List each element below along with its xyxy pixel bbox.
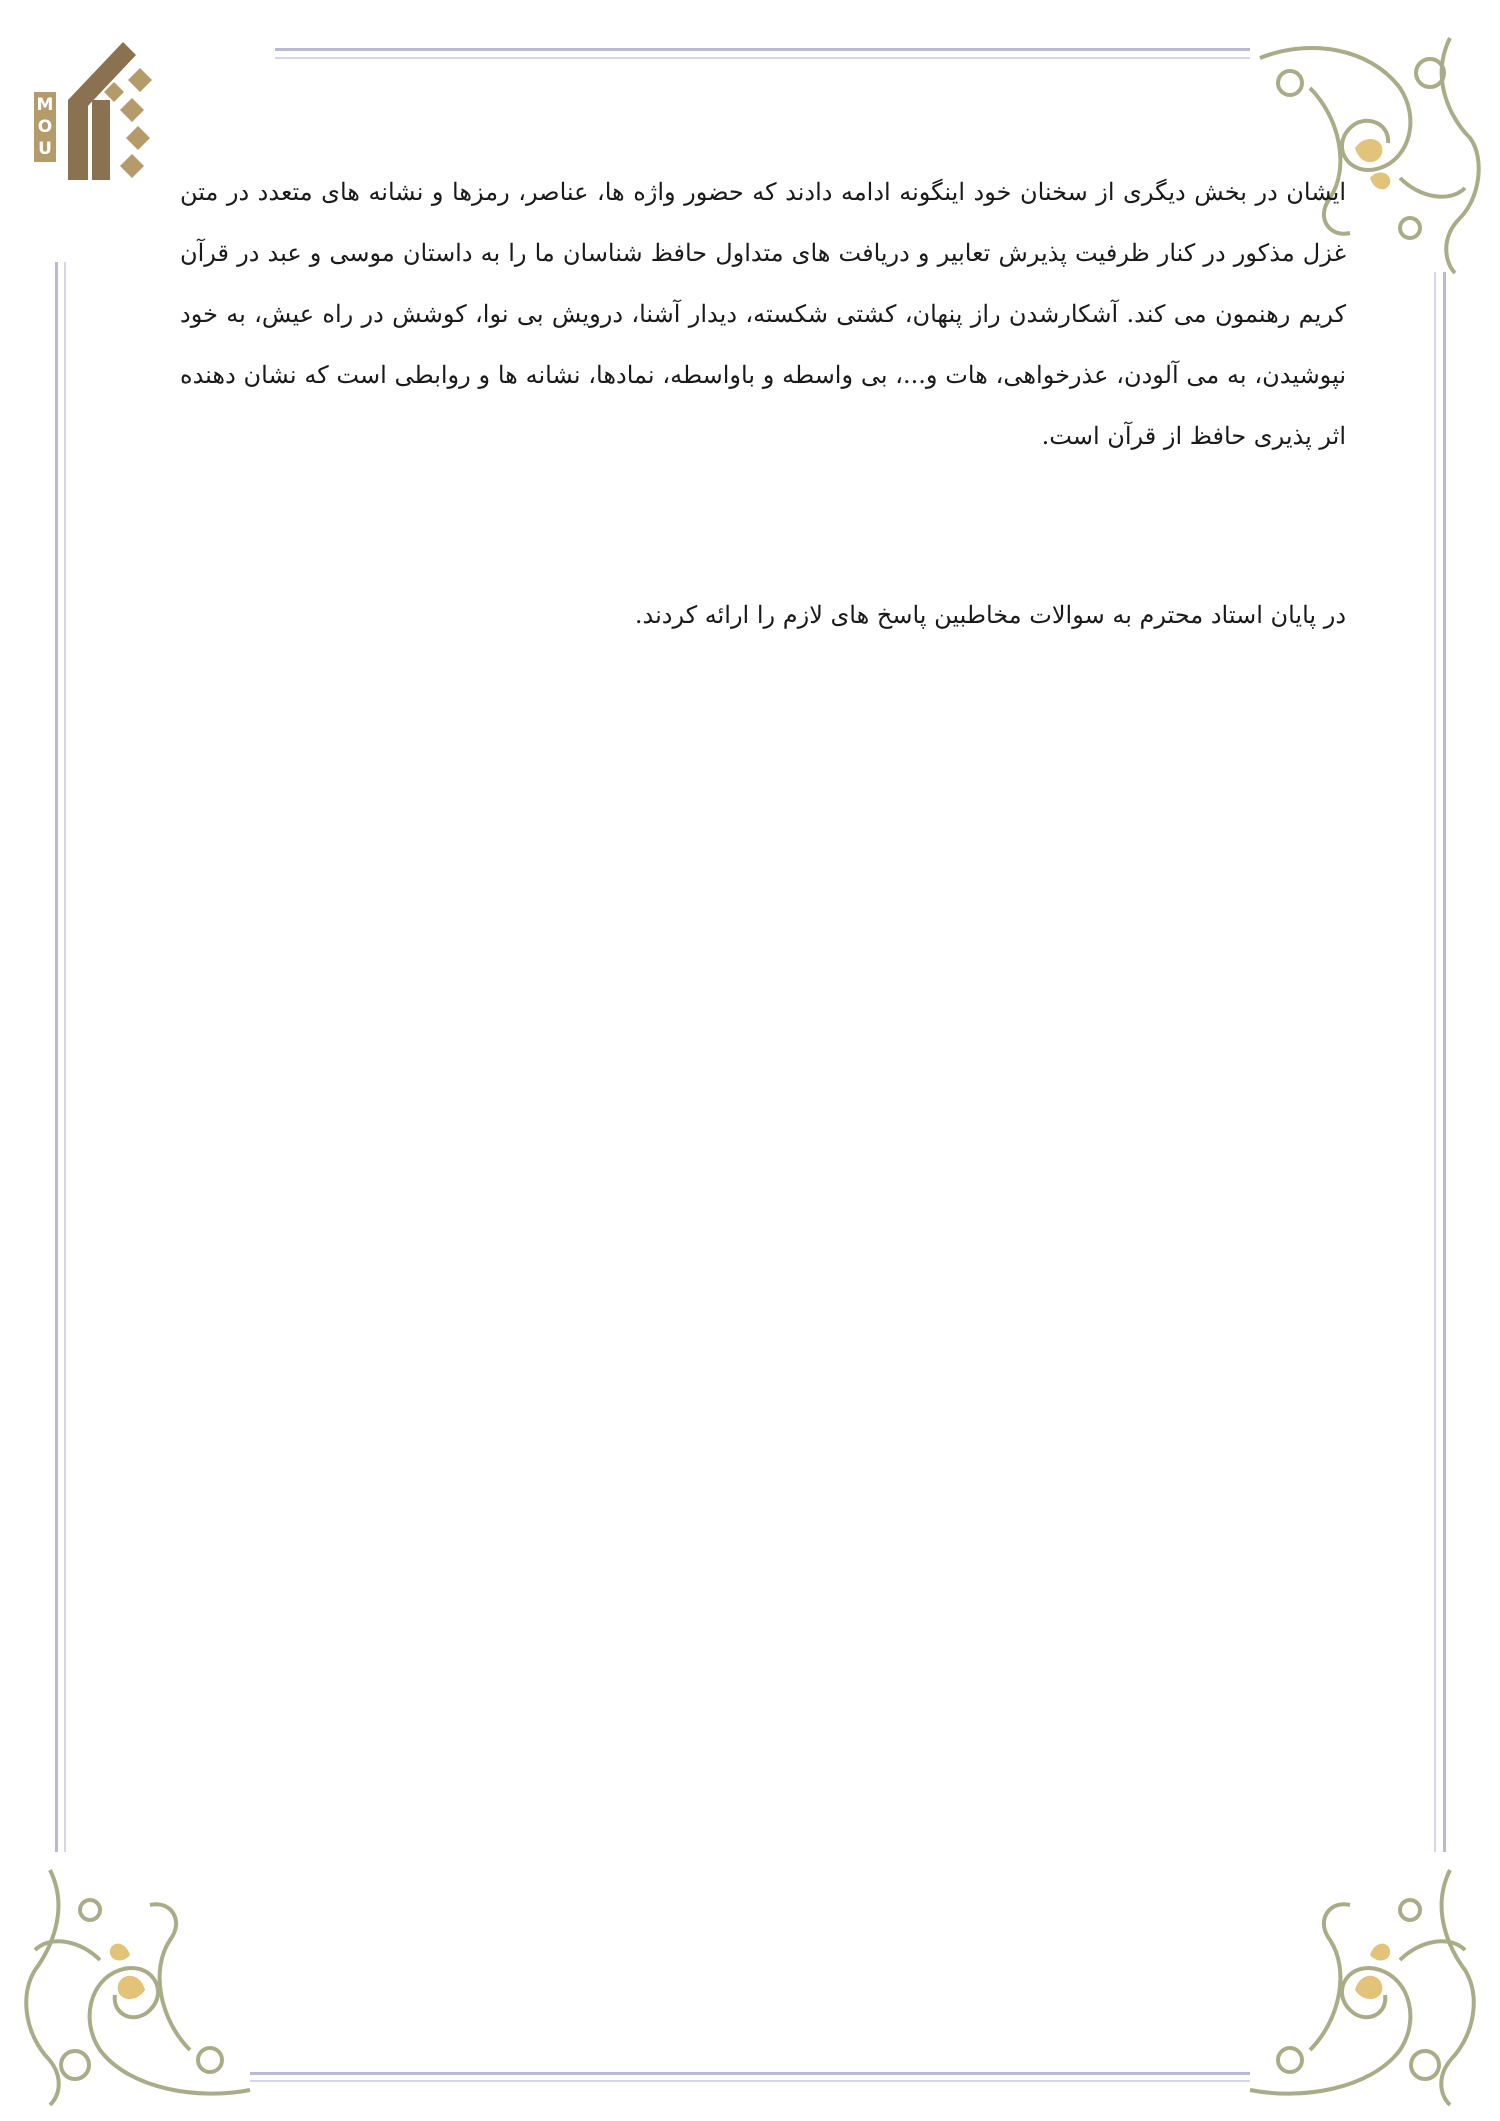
body-paragraph: ایشان در بخش دیگری از سخنان خود اینگونه ادامه دادند که حضور واژه ها، عناصر، رمزها و نشانه های متعدد در متن غزل مذکور در کنار ظرفیت پذیرش تعابیر و دریافت های متداول حافظ شناسان ما را به داستان موسی و عبد در قرآن کریم رهنمون می کند. آشکارشدن راز پنهان، کشتی شکسته، دیدار آشنا، درویش بی نوا، کوشش در راه عیش، به خود نپوشیدن، به می آلودن، عذرخواهی، هات و...، بی واسطه و باواسطه، نمادها، نشانه ها و روابطی است که نشان دهنده اثر پذیری حافظ از قرآن است.	[180, 178, 1346, 450]
logo-letter-u: U	[38, 139, 52, 159]
document-body	[180, 162, 1346, 646]
bottom-right-ornament-icon	[1240, 1860, 1480, 2110]
logo-letters	[34, 92, 56, 162]
bottom-left-ornament-icon	[20, 1860, 260, 2110]
frame-bottom-line-inner	[250, 2080, 1250, 2082]
frame-top-line	[275, 48, 1250, 51]
logo-letter-m: M	[36, 95, 54, 115]
university-logo	[28, 30, 168, 190]
logo-letter-o: O	[37, 117, 53, 137]
closing-paragraph: در پایان استاد محترم به سوالات مخاطبین پاسخ های لازم را ارائه کردند.	[634, 601, 1346, 629]
frame-bottom-line	[250, 2072, 1250, 2075]
frame-left-line	[55, 262, 58, 1852]
frame-right-line	[1443, 272, 1446, 1852]
frame-right-line-inner	[1434, 272, 1436, 1852]
frame-left-line-inner	[64, 262, 66, 1852]
frame-top-line-inner	[275, 57, 1250, 59]
